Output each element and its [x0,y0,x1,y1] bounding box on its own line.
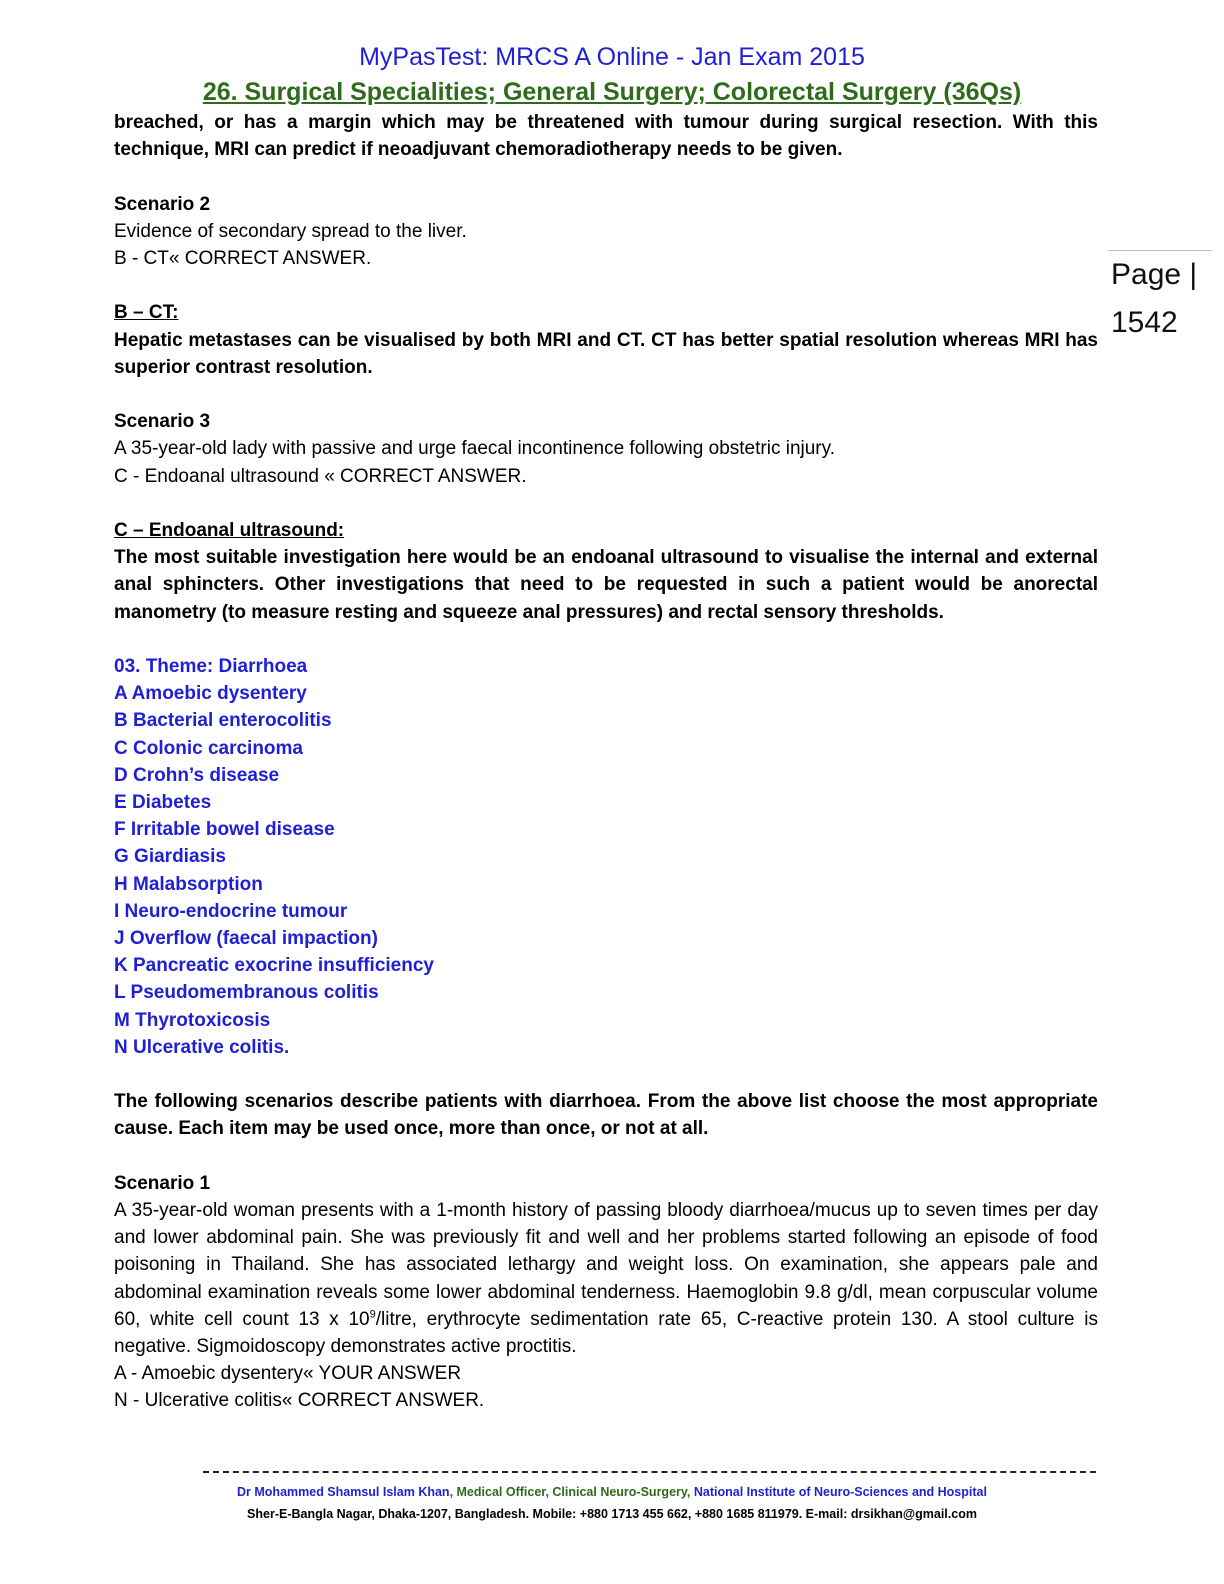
footer-role: , Medical Officer, Clinical Neuro-Surgery, [449,1485,694,1499]
option-item: N Ulcerative colitis. [114,1036,290,1058]
option-item: L Pseudomembranous colitis [114,982,379,1004]
theme-instructions: The following scenarios describe patients with diarrhoea. From the above list choose the most appropriate cause. Each item may be used once, more than once, or not at all. [114,1091,1098,1140]
option-item: J Overflow (faecal impaction) [114,928,378,950]
option-item: H Malabsorption [114,873,263,895]
option-item: F Irritable bowel disease [114,819,335,841]
option-item: A Amoebic dysentery [114,683,307,705]
scenario2-explanation: Hepatic metastases can be visualised by both MRI and CT. CT has better spatial resolution whereas MRI has superior contrast resolution. [114,329,1098,378]
page-label: Page | [1111,258,1198,291]
option-item: D Crohn’s disease [114,764,280,786]
scenario3-heading: Scenario 3 [114,411,211,433]
scenario1-your-answer: A - Amoebic dysentery« YOUR ANSWER [114,1363,462,1385]
scenario3-answer: C - Endoanal ultrasound « CORRECT ANSWER. [114,465,527,487]
footer-line-2: Sher-E-Bangla Nagar, Dhaka-1207, Bangladesh. Mobile: +880 1713 455 662, +880 1685 811979. E-mail: drsikhan@gmail.com [247,1507,977,1521]
scenario2-text: Evidence of secondary spread to the liver. [114,220,467,242]
scenario2-answer: B - CT« CORRECT ANSWER. [114,248,372,269]
option-item: E Diabetes [114,792,212,813]
intro-paragraph: breached, or has a margin which may be threatened with tumour during surgical resection. With this technique, MRI can predict if neoadjuvant chemoradiotherapy needs to be given. [114,112,1098,161]
option-item: K Pancreatic exocrine insufficiency [114,955,434,977]
scenario3-explain-heading: C – Endoanal ultrasound: [114,519,345,541]
scenario2-explain-heading: B – CT: [114,302,179,324]
option-item: B Bacterial enterocolitis [114,710,332,732]
document-title: MyPasTest: MRCS A Online - Jan Exam 2015 [359,43,865,71]
scenario1-correct-answer: N - Ulcerative colitis« CORRECT ANSWER. [114,1390,485,1412]
section-subtitle: 26. Surgical Specialities; General Surgery; Colorectal Surgery (36Qs) [202,78,1022,106]
footer-author: Dr Mohammed Shamsul Islam Khan [237,1485,450,1499]
footer-line-1 [0,1481,1224,1503]
scenario1-text-part2: /litre, erythrocyte sedimentation rate 65, C-reactive protein 130. A stool culture is negative. Sigmoidoscopy demonstrates active proctitis. [114,1308,1099,1358]
scenario1-heading: Scenario 1 [114,1172,211,1194]
option-item: G Giardiasis [114,846,226,868]
footer-institute: National Institute of Neuro-Sciences and Hospital [693,1485,987,1499]
page-number-box [1108,250,1212,347]
main-content [114,109,1098,1415]
page-number: 1542 [1111,306,1178,339]
footer-divider [203,1471,1096,1473]
option-item: I Neuro-endocrine tumour [114,900,348,922]
scenario1-text [114,1197,1098,1360]
scenario1-text-part1: A 35-year-old woman presents with a 1-month history of passing bloody diarrhoea/mucus up to seven times per day and lower abdominal pain. She was previously fit and well and her problems started following an episode of food poisoning in Thailand. She has associated lethargy and weight loss. On examination, she appears pale and abdominal examination reveals some lower abdominal tenderness. Haemoglobin 9.8 g/dl, mean corpuscular volume 60, white cell count 13 x 10 [114,1200,1098,1330]
scenario3-text: A 35-year-old lady with passive and urge faecal incontinence following obstetric injury. [114,438,835,460]
scenario3-explanation: The most suitable investigation here would be an endoanal ultrasound to visualise the internal and external anal sphincters. Other investigations that need to be requested in such a patient would be anorectal manometry (to measure resting and squeeze anal pressures) and rectal sensory thresholds. [114,547,1098,623]
scenario1-superscript: 9 [369,1308,376,1321]
scenario2-heading: Scenario 2 [114,193,211,215]
theme-title: 03. Theme: Diarrhoea [114,655,308,677]
option-item: C Colonic carcinoma [114,737,303,759]
option-item: M Thyrotoxicosis [114,1009,271,1031]
